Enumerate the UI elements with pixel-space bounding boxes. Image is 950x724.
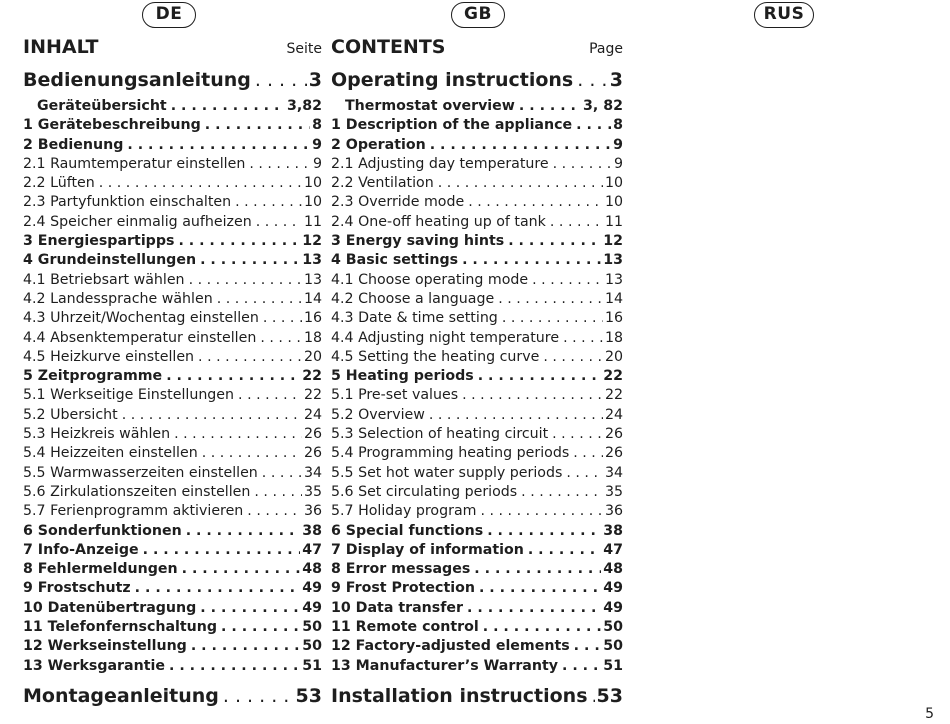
toc-entry-label: 9 Frost Protection (331, 580, 475, 597)
dot-leader (250, 484, 302, 500)
toc-entry-page: 53 (295, 684, 322, 707)
dot-leader (562, 465, 603, 481)
dot-leader (464, 194, 603, 210)
toc-entry (331, 561, 623, 580)
toc-entry (331, 310, 623, 329)
toc-entry-page: 51 (603, 657, 623, 674)
toc-entry-page: 50 (603, 638, 623, 655)
toc-entry-label: 2.3 Partyfunktion einschalten (23, 194, 232, 211)
toc-entry-page: 12 (302, 233, 322, 250)
toc-entry-label: 2.4 Speicher einmalig aufheizen (23, 213, 252, 230)
dot-leader (185, 272, 302, 288)
toc-entry-label: 12 Factory-adjusted elements (331, 638, 570, 655)
toc-entry (331, 542, 623, 561)
toc-entry (23, 233, 322, 252)
toc-entry-label: 4.5 Setting the heating curve (331, 348, 540, 365)
toc-entry (23, 542, 322, 561)
toc-entry (331, 619, 623, 638)
toc-entry-label: 5.6 Set circulating periods (331, 483, 518, 500)
toc-page-header: Seite (286, 41, 322, 57)
toc-entry-page: 50 (302, 619, 322, 636)
dot-leader (539, 349, 603, 365)
toc-entry-page: 22 (604, 387, 623, 404)
toc-entry-page: 16 (303, 310, 322, 327)
dot-leader (458, 252, 601, 268)
dot-leader (572, 117, 611, 133)
toc-entry (331, 233, 623, 252)
toc-title: CONTENTS (331, 36, 446, 58)
dot-leader (231, 194, 302, 210)
dot-leader (201, 117, 310, 133)
toc-entry-page: 10 (303, 194, 322, 211)
dot-leader (139, 542, 301, 558)
dot-leader (548, 426, 603, 442)
dot-leader (259, 310, 302, 326)
toc-entry-label: 6 Special functions (331, 522, 484, 539)
toc-entry-page: 34 (604, 464, 623, 481)
dot-leader (546, 214, 603, 230)
toc-entry (23, 658, 322, 677)
toc-page-header: Page (589, 41, 623, 57)
toc-entry-label: 4 Grundeinstellungen (23, 252, 197, 269)
toc-entry-page: 9 (613, 136, 623, 153)
toc-entry (23, 679, 322, 713)
toc-entry (23, 272, 322, 291)
toc-entry (331, 330, 623, 349)
toc-entry (331, 252, 623, 271)
toc-entry-page: 22 (303, 387, 322, 404)
dot-leader (558, 658, 601, 674)
toc-entry-page: 9 (613, 155, 623, 172)
language-badge-gb: GB (451, 2, 505, 28)
toc-entry-page: 38 (603, 522, 623, 539)
toc-entry-page: 10 (604, 194, 623, 211)
toc-entry (23, 484, 322, 503)
toc-entry (23, 349, 322, 368)
toc-entry-page: 10 (604, 175, 623, 192)
toc-entry-page: 13 (302, 252, 322, 269)
dot-leader (170, 426, 302, 442)
toc-entry-page: 48 (603, 561, 623, 578)
toc-entry (331, 445, 623, 464)
toc-entry-label: Bedienungsanleitung (23, 69, 251, 91)
toc-entry (331, 484, 623, 503)
toc-entry-label: 2 Bedienung (23, 136, 124, 153)
toc-entry-page: 20 (303, 348, 322, 365)
dot-leader (463, 600, 601, 616)
dot-leader (251, 69, 307, 91)
toc-column-de (23, 36, 322, 713)
toc-entry-label: 4 Basic settings (331, 252, 459, 269)
dot-leader (174, 233, 300, 249)
toc-entry-label: 5.5 Warmwasserzeiten einstellen (23, 464, 258, 481)
dot-leader (475, 580, 601, 596)
toc-entry (23, 214, 322, 233)
toc-entry-label: Montageanleitung (23, 684, 219, 707)
toc-entry-page: 3 (308, 69, 322, 91)
toc-entry (23, 156, 322, 175)
toc-entry-label: Installation instructions (331, 684, 588, 707)
toc-entry (23, 194, 322, 213)
toc-entry-page: 24 (604, 406, 623, 423)
toc-entry-page: 22 (302, 368, 322, 385)
dot-leader (196, 252, 300, 268)
toc-list (331, 64, 623, 713)
toc-entry-label: 2.2 Lüften (23, 175, 95, 192)
toc-entry-label: 5.2 Übersicht (23, 406, 118, 423)
toc-entry-label: 5.4 Heizzeiten einstellen (23, 445, 198, 462)
toc-entry-label: 5.3 Heizkreis wählen (23, 426, 171, 443)
toc-entry-page: 3,82 (286, 98, 322, 114)
toc-entry-label: 1 Gerätebeschreibung (23, 117, 201, 134)
toc-entry-page: 36 (303, 503, 322, 520)
dot-leader (426, 137, 611, 153)
toc-entry (23, 330, 322, 349)
toc-entry-label: 4.2 Choose a language (331, 290, 495, 307)
toc-entry (331, 156, 623, 175)
toc-entry-label: 5.4 Programming heating periods (331, 445, 570, 462)
toc-entry (23, 368, 322, 387)
toc-entry-label: 9 Frostschutz (23, 580, 131, 597)
toc-entry-label: Thermostat overview (345, 98, 515, 114)
dot-leader (118, 407, 302, 423)
toc-entry (331, 214, 623, 233)
toc-entry (331, 503, 623, 522)
toc-entry-page: 12 (603, 233, 623, 250)
toc-entry-page: 50 (302, 638, 322, 655)
dot-leader (182, 523, 301, 539)
toc-entry (23, 64, 322, 96)
toc-entry-page: 14 (303, 290, 322, 307)
dot-leader (434, 175, 603, 191)
toc-entry (331, 658, 623, 677)
toc-entry-page: 9 (312, 155, 322, 172)
dot-leader (213, 291, 302, 307)
dot-leader (123, 137, 310, 153)
toc-entry (23, 445, 322, 464)
toc-entry-label: 4.3 Date & time setting (331, 310, 498, 327)
toc-entry (331, 64, 623, 96)
toc-entry (23, 117, 322, 136)
toc-entry-label: 10 Data transfer (331, 599, 464, 616)
dot-leader (494, 291, 603, 307)
toc-entry (23, 291, 322, 310)
dot-leader (524, 542, 601, 558)
toc-list (23, 64, 322, 713)
toc-entry (331, 272, 623, 291)
toc-entry-label: 5.5 Set hot water supply periods (331, 464, 563, 481)
dot-leader (256, 330, 302, 346)
dot-leader (252, 214, 302, 230)
toc-entry-page: 14 (604, 290, 623, 307)
dot-leader (479, 619, 602, 635)
toc-entry-label: 8 Error messages (331, 561, 471, 578)
toc-entry-page: 9 (312, 136, 322, 153)
toc-entry-page: 35 (303, 483, 322, 500)
toc-entry (23, 137, 322, 156)
dot-leader (243, 503, 302, 519)
dot-leader (559, 330, 603, 346)
toc-entry-label: 4.3 Uhrzeit/Wochentag einstellen (23, 310, 259, 327)
toc-entry-label: 10 Datenübertragung (23, 599, 197, 616)
toc-entry-label: 8 Fehlermeldungen (23, 561, 178, 578)
toc-entry (23, 426, 322, 445)
toc-entry-label: 5.7 Holiday program (331, 503, 477, 520)
dot-leader (569, 445, 603, 461)
toc-entry-page: 3, 82 (583, 98, 623, 114)
dot-leader (219, 685, 294, 707)
dot-leader (217, 619, 300, 635)
dot-leader (131, 580, 301, 596)
toc-entry (331, 291, 623, 310)
toc-entry-label: 5 Heating periods (331, 368, 474, 385)
toc-entry (331, 349, 623, 368)
toc-entry-page: 36 (604, 503, 623, 520)
toc-entry (331, 465, 623, 484)
dot-leader (573, 69, 608, 91)
toc-entry (331, 387, 623, 406)
toc-entry-label: 13 Werksgarantie (23, 657, 165, 674)
toc-entry-label: Operating instructions (331, 69, 574, 91)
toc-entry-label: 7 Info-Anzeige (23, 541, 139, 558)
dot-leader (425, 407, 603, 423)
toc-entry (23, 600, 322, 619)
toc-entry (331, 580, 623, 599)
toc-entry (23, 387, 322, 406)
toc-entry-page: 48 (302, 561, 322, 578)
toc-entry-page: 13 (603, 252, 623, 269)
dot-leader (570, 638, 602, 654)
toc-entry (23, 561, 322, 580)
dot-leader (196, 600, 300, 616)
toc-entry-page: 13 (303, 271, 322, 288)
toc-entry-label: 11 Remote control (331, 619, 479, 636)
toc-entry-label: 5.3 Selection of heating circuit (331, 426, 549, 443)
toc-entry-page: 51 (302, 657, 322, 674)
toc-entry (331, 137, 623, 156)
toc-entry-page: 18 (604, 329, 623, 346)
toc-entry-page: 16 (604, 310, 623, 327)
toc-entry (331, 194, 623, 213)
toc-entry (23, 407, 322, 426)
toc-entry-label: 5.2 Overview (331, 406, 425, 423)
dot-leader (588, 685, 595, 707)
toc-entry-page: 53 (596, 684, 623, 707)
toc-entry (331, 368, 623, 387)
toc-entry-page: 18 (303, 329, 322, 346)
toc-entry (331, 117, 623, 136)
toc-entry (23, 175, 322, 194)
toc-entry-label: 2.1 Adjusting day temperature (331, 155, 549, 172)
toc-column-gb (331, 36, 623, 713)
dot-leader (504, 233, 601, 249)
toc-header (23, 36, 322, 64)
toc-title: INHALT (23, 36, 99, 58)
toc-entry-label: 5.7 Ferienprogramm aktivieren (23, 503, 244, 520)
toc-entry-page: 26 (604, 445, 623, 462)
toc-entry (23, 252, 322, 271)
toc-entry (23, 98, 322, 117)
toc-entry (23, 503, 322, 522)
page-number: 5 (925, 706, 934, 722)
toc-entry (23, 619, 322, 638)
language-badge-de: DE (142, 2, 196, 28)
toc-entry (23, 523, 322, 542)
toc-entry (331, 175, 623, 194)
toc-entry (331, 407, 623, 426)
toc-entry (331, 600, 623, 619)
dot-leader (474, 368, 602, 384)
toc-entry-page: 49 (603, 580, 623, 597)
toc-header (331, 36, 623, 64)
toc-entry-label: 5.6 Zirkulationszeiten einstellen (23, 483, 251, 500)
toc-entry (23, 580, 322, 599)
toc-entry-page: 49 (603, 599, 623, 616)
toc-entry-label: 6 Sonderfunktionen (23, 522, 182, 539)
toc-entry-page: 47 (302, 541, 322, 558)
toc-entry-page: 26 (303, 426, 322, 443)
toc-entry-label: 4.1 Betriebsart wählen (23, 271, 185, 288)
language-badge-rus: RUS (754, 2, 814, 28)
dot-leader (162, 368, 300, 384)
toc-entry (23, 638, 322, 657)
toc-entry-page: 24 (303, 406, 322, 423)
toc-entry-page: 35 (604, 483, 623, 500)
dot-leader (517, 484, 603, 500)
toc-entry-label: 2.2 Ventilation (331, 175, 434, 192)
dot-leader (470, 561, 601, 577)
toc-entry-page: 38 (302, 522, 322, 539)
dot-leader (194, 349, 302, 365)
dot-leader (498, 310, 603, 326)
toc-entry-label: 2.4 One-off heating up of tank (331, 213, 546, 230)
toc-entry (331, 426, 623, 445)
toc-entry-label: 2.3 Override mode (331, 194, 465, 211)
dot-leader (245, 156, 311, 172)
toc-entry (23, 465, 322, 484)
toc-entry-page: 47 (603, 541, 623, 558)
toc-entry-label: 5 Zeitprogramme (23, 368, 163, 385)
toc-entry-page: 13 (604, 271, 623, 288)
toc-entry (331, 98, 623, 117)
dot-leader (476, 503, 602, 519)
toc-entry-page: 20 (604, 348, 623, 365)
toc-entry-page: 22 (603, 368, 623, 385)
toc-entry-page: 26 (604, 426, 623, 443)
dot-leader (483, 523, 601, 539)
dot-leader (458, 387, 603, 403)
toc-entry-label: 4.4 Adjusting night temperature (331, 329, 560, 346)
toc-entry-label: 2.1 Raumtemperatur einstellen (23, 155, 246, 172)
toc-entry-label: 4.1 Choose operating mode (331, 271, 529, 288)
dot-leader (549, 156, 612, 172)
toc-entry-label: 12 Werkseinstellung (23, 638, 187, 655)
toc-entry-label: 4.5 Heizkurve einstellen (23, 348, 195, 365)
toc-entry (331, 638, 623, 657)
toc-entry-page: 8 (613, 117, 623, 134)
dot-leader (198, 445, 302, 461)
dot-leader (95, 175, 302, 191)
toc-entry-label: 7 Display of information (331, 541, 524, 558)
toc-entry-label: 5.1 Pre-set values (331, 387, 459, 404)
dot-leader (165, 658, 300, 674)
toc-entry-page: 11 (303, 213, 322, 230)
toc-entry-label: 3 Energiespartipps (23, 233, 175, 250)
dot-leader (234, 387, 302, 403)
dot-leader (167, 98, 285, 114)
dot-leader (528, 272, 603, 288)
toc-entry-label: 3 Energy saving hints (331, 233, 505, 250)
toc-entry-label: 2 Operation (331, 136, 426, 153)
toc-entry-page: 50 (603, 619, 623, 636)
toc-entry-label: 4.4 Absenktemperatur einstellen (23, 329, 257, 346)
dot-leader (187, 638, 300, 654)
toc-entry-label: 1 Description of the appliance (331, 117, 573, 134)
toc-entry-page: 11 (604, 213, 623, 230)
toc-entry-label: 11 Telefonfernschaltung (23, 619, 218, 636)
dot-leader (515, 98, 581, 114)
toc-entry-page: 26 (303, 445, 322, 462)
toc-entry-page: 49 (302, 599, 322, 616)
toc-entry-page: 49 (302, 580, 322, 597)
toc-entry-label: 4.2 Landessprache wählen (23, 290, 213, 307)
toc-entry (23, 310, 322, 329)
dot-leader (258, 465, 302, 481)
toc-entry (331, 679, 623, 713)
toc-entry-label: Geräteübersicht (37, 98, 167, 114)
toc-entry-label: 13 Manufacturer’s Warranty (331, 657, 559, 674)
toc-entry-page: 8 (312, 117, 322, 134)
toc-entry-label: 5.1 Werkseitige Einstellungen (23, 387, 235, 404)
toc-entry-page: 34 (303, 464, 322, 481)
toc-entry (331, 523, 623, 542)
toc-entry-page: 10 (303, 175, 322, 192)
toc-entry-page: 3 (609, 69, 623, 91)
dot-leader (178, 561, 301, 577)
